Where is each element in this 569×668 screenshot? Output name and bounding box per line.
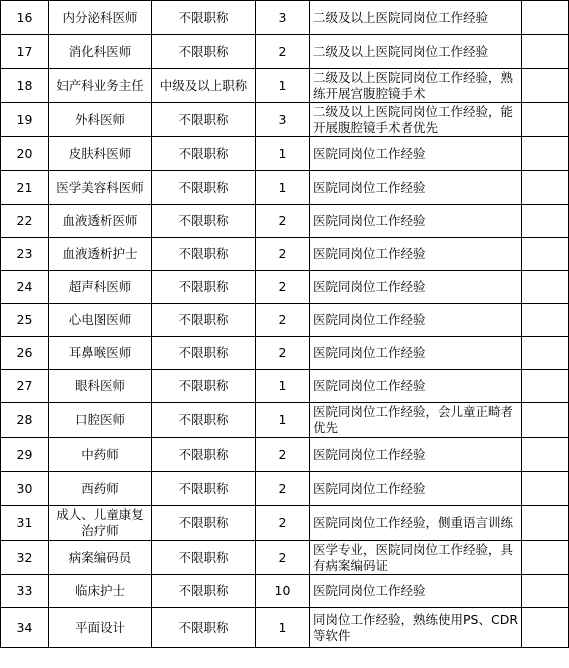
empty-cell [522, 69, 569, 103]
title-requirement-cell: 不限职称 [152, 370, 256, 403]
empty-cell [522, 438, 569, 472]
title-requirement-cell: 不限职称 [152, 205, 256, 238]
position-name-cell: 中药师 [49, 438, 152, 472]
job-requirement-cell: 二级及以上医院同岗位工作经验，能开展腹腔镜手术者优先 [310, 103, 522, 137]
title-requirement-cell: 不限职称 [152, 541, 256, 575]
row-number-cell: 27 [1, 370, 49, 403]
headcount-cell: 2 [256, 506, 310, 541]
job-requirement-cell: 二级及以上医院同岗位工作经验 [310, 1, 522, 35]
job-requirement-cell: 医学专业，医院同岗位工作经验，具有病案编码证 [310, 541, 522, 575]
table-row [1, 103, 569, 137]
table-row [1, 575, 569, 608]
title-requirement-cell: 中级及以上职称 [152, 69, 256, 103]
table-row [1, 472, 569, 506]
position-name-cell: 皮肤科医师 [49, 137, 152, 171]
row-number-cell: 20 [1, 137, 49, 171]
job-requirement-cell: 医院同岗位工作经验 [310, 238, 522, 271]
position-name-cell: 口腔医师 [49, 403, 152, 438]
position-name-cell: 外科医师 [49, 103, 152, 137]
position-name-cell: 临床护士 [49, 575, 152, 608]
position-name-cell: 西药师 [49, 472, 152, 506]
job-requirement-cell: 医院同岗位工作经验 [310, 337, 522, 370]
title-requirement-cell: 不限职称 [152, 238, 256, 271]
empty-cell [522, 506, 569, 541]
row-number-cell: 29 [1, 438, 49, 472]
empty-cell [522, 370, 569, 403]
job-requirement-cell: 医院同岗位工作经验 [310, 472, 522, 506]
headcount-cell: 2 [256, 238, 310, 271]
position-name-cell: 内分泌科医师 [49, 1, 152, 35]
title-requirement-cell: 不限职称 [152, 304, 256, 337]
job-requirement-cell: 二级及以上医院同岗位工作经验 [310, 35, 522, 69]
headcount-cell: 2 [256, 337, 310, 370]
empty-cell [522, 103, 569, 137]
position-name-cell: 平面设计 [49, 608, 152, 648]
row-number-cell: 25 [1, 304, 49, 337]
position-name-cell: 消化科医师 [49, 35, 152, 69]
empty-cell [522, 608, 569, 648]
title-requirement-cell: 不限职称 [152, 171, 256, 205]
headcount-cell: 2 [256, 438, 310, 472]
position-name-cell: 医学美容科医师 [49, 171, 152, 205]
title-requirement-cell: 不限职称 [152, 403, 256, 438]
job-requirement-cell: 医院同岗位工作经验 [310, 137, 522, 171]
table-row [1, 608, 569, 648]
headcount-cell: 1 [256, 69, 310, 103]
row-number-cell: 30 [1, 472, 49, 506]
job-requirement-cell: 医院同岗位工作经验 [310, 304, 522, 337]
position-name-cell: 血液透析医师 [49, 205, 152, 238]
table-row [1, 370, 569, 403]
table-row [1, 35, 569, 69]
headcount-cell: 1 [256, 370, 310, 403]
job-requirement-cell: 医院同岗位工作经验 [310, 171, 522, 205]
headcount-cell: 1 [256, 403, 310, 438]
empty-cell [522, 171, 569, 205]
job-requirement-cell: 医院同岗位工作经验 [310, 438, 522, 472]
table-row [1, 1, 569, 35]
job-requirement-cell: 医院同岗位工作经验，侧重语言训练 [310, 506, 522, 541]
empty-cell [522, 403, 569, 438]
row-number-cell: 32 [1, 541, 49, 575]
title-requirement-cell: 不限职称 [152, 506, 256, 541]
headcount-cell: 3 [256, 103, 310, 137]
title-requirement-cell: 不限职称 [152, 337, 256, 370]
row-number-cell: 21 [1, 171, 49, 205]
table-row [1, 69, 569, 103]
row-number-cell: 28 [1, 403, 49, 438]
empty-cell [522, 137, 569, 171]
headcount-cell: 2 [256, 205, 310, 238]
empty-cell [522, 304, 569, 337]
empty-cell [522, 271, 569, 304]
job-requirement-cell: 医院同岗位工作经验 [310, 205, 522, 238]
title-requirement-cell: 不限职称 [152, 1, 256, 35]
position-name-cell: 妇产科业务主任 [49, 69, 152, 103]
job-requirement-cell: 同岗位工作经验，熟练使用PS、CDR等软件 [310, 608, 522, 648]
row-number-cell: 31 [1, 506, 49, 541]
row-number-cell: 19 [1, 103, 49, 137]
position-name-cell: 心电图医师 [49, 304, 152, 337]
position-name-cell: 病案编码员 [49, 541, 152, 575]
table-row [1, 271, 569, 304]
headcount-cell: 1 [256, 608, 310, 648]
table-row [1, 137, 569, 171]
position-name-cell: 血液透析护士 [49, 238, 152, 271]
empty-cell [522, 541, 569, 575]
row-number-cell: 17 [1, 35, 49, 69]
job-requirement-cell: 医院同岗位工作经验 [310, 271, 522, 304]
empty-cell [522, 35, 569, 69]
row-number-cell: 23 [1, 238, 49, 271]
headcount-cell: 2 [256, 541, 310, 575]
title-requirement-cell: 不限职称 [152, 271, 256, 304]
headcount-cell: 1 [256, 137, 310, 171]
table-row [1, 304, 569, 337]
position-name-cell: 耳鼻喉医师 [49, 337, 152, 370]
headcount-cell: 3 [256, 1, 310, 35]
empty-cell [522, 238, 569, 271]
title-requirement-cell: 不限职称 [152, 575, 256, 608]
headcount-cell: 2 [256, 271, 310, 304]
table-row [1, 541, 569, 575]
position-name-cell: 眼科医师 [49, 370, 152, 403]
table-row [1, 238, 569, 271]
position-name-cell: 超声科医师 [49, 271, 152, 304]
headcount-cell: 2 [256, 304, 310, 337]
row-number-cell: 24 [1, 271, 49, 304]
row-number-cell: 26 [1, 337, 49, 370]
table-row [1, 403, 569, 438]
row-number-cell: 22 [1, 205, 49, 238]
table-row [1, 337, 569, 370]
headcount-cell: 2 [256, 472, 310, 506]
empty-cell [522, 1, 569, 35]
title-requirement-cell: 不限职称 [152, 35, 256, 69]
job-requirement-cell: 医院同岗位工作经验 [310, 575, 522, 608]
table-row [1, 205, 569, 238]
table-body [1, 1, 569, 648]
row-number-cell: 16 [1, 1, 49, 35]
table-row [1, 438, 569, 472]
table-row [1, 506, 569, 541]
title-requirement-cell: 不限职称 [152, 438, 256, 472]
headcount-cell: 1 [256, 171, 310, 205]
job-requirement-cell: 二级及以上医院同岗位工作经验，熟练开展宫腹腔镜手术 [310, 69, 522, 103]
empty-cell [522, 337, 569, 370]
empty-cell [522, 472, 569, 506]
empty-cell [522, 575, 569, 608]
title-requirement-cell: 不限职称 [152, 608, 256, 648]
row-number-cell: 34 [1, 608, 49, 648]
title-requirement-cell: 不限职称 [152, 103, 256, 137]
row-number-cell: 18 [1, 69, 49, 103]
table-row [1, 171, 569, 205]
headcount-cell: 10 [256, 575, 310, 608]
headcount-cell: 2 [256, 35, 310, 69]
empty-cell [522, 205, 569, 238]
position-name-cell: 成人、儿童康复治疗师 [49, 506, 152, 541]
row-number-cell: 33 [1, 575, 49, 608]
job-requirement-cell: 医院同岗位工作经验，会儿童正畸者优先 [310, 403, 522, 438]
job-requirement-cell: 医院同岗位工作经验 [310, 370, 522, 403]
title-requirement-cell: 不限职称 [152, 137, 256, 171]
title-requirement-cell: 不限职称 [152, 472, 256, 506]
